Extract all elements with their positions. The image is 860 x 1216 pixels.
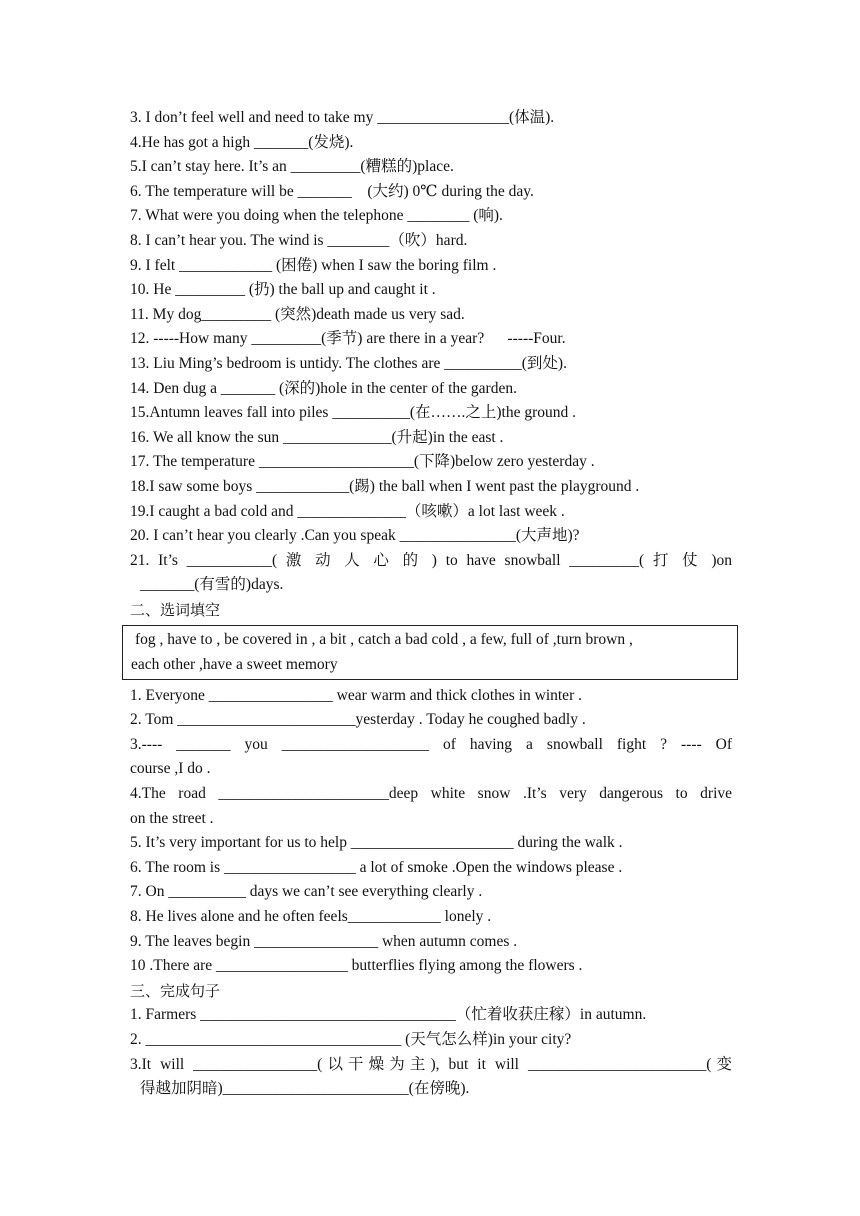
sentence-16: 16. We all know the sun ______________(升起)in the east . xyxy=(130,428,504,446)
sentence-3: 3. I don’t feel well and need to take my _________________(体温). xyxy=(130,109,555,126)
worksheet-page xyxy=(130,106,732,1102)
sentence-8: 8. I can’t hear you. The wind is ________（吹）hard. xyxy=(130,231,468,249)
section-2-choose-words xyxy=(130,598,732,979)
sentence-4: 4.He has got a high _______(发烧). xyxy=(130,133,354,151)
fill-item-3-line-1: 3.---- _______ you ___________________ of having a snowball fight ? ---- Of xyxy=(130,735,732,753)
sentence-5: 5.I can’t stay here. It’s an _________(糟糕的)place. xyxy=(130,158,454,176)
fill-item-9: 9. The leaves begin ________________ when autumn comes . xyxy=(130,932,518,950)
fill-item-10: 10 .There are _________________ butterflies flying among the flowers . xyxy=(130,957,583,975)
fill-item-7: 7. On __________ days we can’t see everything clearly . xyxy=(130,883,483,901)
complete-item-2: 2. _________________________________ (天气怎么样)in your city? xyxy=(130,1030,572,1048)
complete-item-3-line-2: 得越加阴暗)________________________(在傍晚). xyxy=(140,1080,470,1098)
section-3-heading: 三、完成句子 xyxy=(130,981,221,1000)
sentence-6: 6. The temperature will be _______ (大约) 0℃ during the day. xyxy=(130,182,534,200)
sentence-15: 15.Antumn leaves fall into piles __________(在…….之上)the ground . xyxy=(130,404,576,422)
word-bank-line-2: each other ,have a sweet memory xyxy=(131,656,338,674)
fill-item-5: 5. It’s very important for us to help _____________________ during the walk . xyxy=(130,834,623,852)
sentence-11: 11. My dog_________ (突然)death made us very sad. xyxy=(130,305,465,323)
fill-item-8: 8. He lives alone and he often feels____________ lonely . xyxy=(130,908,492,925)
word-bank-box xyxy=(122,625,738,679)
sentence-13: 13. Liu Ming’s bedroom is untidy. The clothes are __________(到处). xyxy=(130,354,567,372)
fill-item-1: 1. Everyone ________________ wear warm and thick clothes in winter . xyxy=(130,686,582,704)
sentence-12: 12. -----How many _________(季节) are there in a year? -----Four. xyxy=(130,330,566,348)
sentence-17: 17. The temperature ____________________(下降)below zero yesterday . xyxy=(130,453,595,471)
sentence-18: 18.I saw some boys ____________(踢) the ball when I went past the playground . xyxy=(130,477,640,495)
sentence-14: 14. Den dug a _______ (深的)hole in the center of the garden. xyxy=(130,379,517,397)
sentence-21-line-1: 21. It’s ___________( 激 动 人 心 的 ) to have snowball _________( 打 仗 )on xyxy=(130,551,732,569)
section-1-sentences xyxy=(130,106,732,598)
word-bank-line-1: fog , have to , be covered in , a bit , catch a bad cold , a few, full of ,turn brown , xyxy=(135,631,633,649)
fill-item-4-line-2: on the street . xyxy=(130,809,214,827)
sentence-7: 7. What were you doing when the telephone ________ (响). xyxy=(130,207,503,225)
section-2-heading: 二、选词填空 xyxy=(130,600,221,619)
sentence-19: 19.I caught a bad cold and ______________（咳嗽）a lot last week . xyxy=(130,502,565,520)
fill-item-4-line-1: 4.The road ______________________deep white snow .It’s very dangerous to drive xyxy=(130,785,732,803)
fill-item-3-line-2: course ,I do . xyxy=(130,760,211,778)
sentence-20: 20. I can’t hear you clearly .Can you speak _______________(大声地)? xyxy=(130,527,580,545)
sentence-9: 9. I felt ____________ (困倦) when I saw the boring film . xyxy=(130,256,497,274)
complete-item-3-line-1: 3.It will ________________(以干燥为主), but it will _______________________(变 xyxy=(130,1055,732,1073)
sentence-10: 10. He _________ (扔) the ball up and caught it . xyxy=(130,281,436,299)
fill-item-6: 6. The room is _________________ a lot of smoke .Open the windows please . xyxy=(130,858,623,876)
section-3-complete-sentences xyxy=(130,979,732,1102)
complete-item-1: 1. Farmers _________________________________（忙着收获庄稼）in autumn. xyxy=(130,1006,647,1024)
sentence-21-line-2: _______(有雪的)days. xyxy=(140,576,284,594)
fill-item-2: 2. Tom _______________________yesterday . Today he coughed badly . xyxy=(130,711,586,729)
